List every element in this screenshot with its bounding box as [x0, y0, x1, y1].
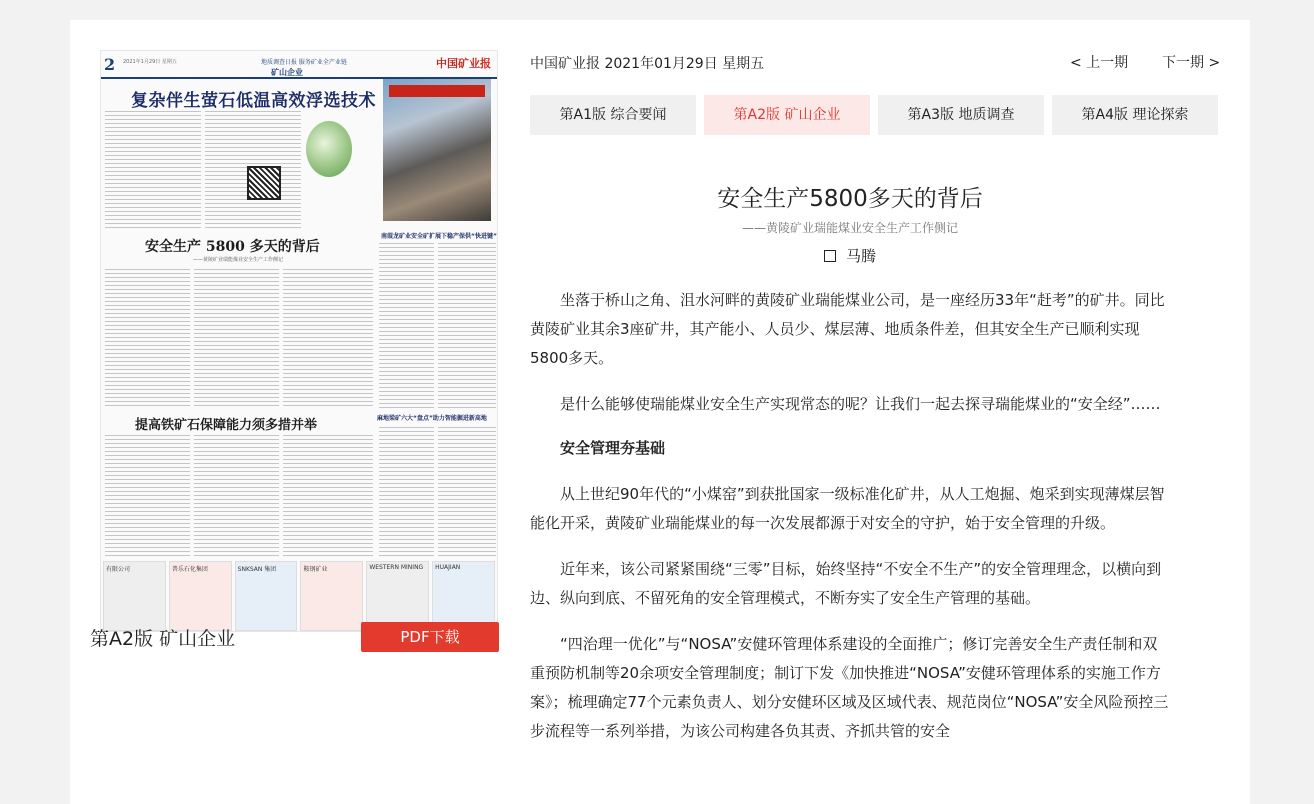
headline-production[interactable]: 南葭龙矿业安全矿扩展下稳产保供“快进键”: [381, 233, 497, 240]
tab-a3[interactable]: 第A3版 地质调查: [878, 95, 1044, 135]
headline-safety[interactable]: 安全生产 5800 多天的背后: [145, 239, 320, 255]
article-paragraph: 坐落于桥山之角、沮水河畔的黄陵矿业瑞能煤业公司，是一座经历33年“赶考”的矿井。同比黄陵矿业其余3座矿井，其产能小、人员少、煤层薄、地质条件差，但其安全生产已顺利实现5800多天。: [530, 291, 1165, 367]
author-name: 马腾: [845, 247, 876, 265]
tab-a4[interactable]: 第A4版 理论探索: [1052, 95, 1218, 135]
article-paragraph: 近年来，该公司紧紧围绕“三零”目标，始终坚持“不安全不生产”的安全管理理念，以横向到边、纵向到底、不留死角的安全管理模式，不断夯实了安全生产管理的基础。: [530, 560, 1162, 607]
page-header-slogan: 地质调查日报 服务矿业全产业链: [261, 59, 347, 66]
text-column: [105, 269, 190, 409]
headline-iron-ore[interactable]: 提高铁矿石保障能力须多措并举: [135, 418, 318, 433]
page-section-name: 矿山企业: [271, 68, 303, 77]
text-column: [379, 243, 434, 408]
page-date: 2021年1月29日 星期五: [123, 59, 177, 65]
text-column: [283, 435, 373, 557]
tab-a1[interactable]: 第A1版 综合要闻: [530, 95, 696, 135]
tab-a2[interactable]: 第A2版 矿山企业: [704, 95, 870, 135]
text-column: [194, 435, 279, 557]
pdf-download-button[interactable]: PDF下载: [361, 622, 499, 652]
text-column: [105, 435, 190, 557]
text-column: [379, 427, 434, 557]
previous-issue-link[interactable]: < 上一期: [1070, 55, 1129, 71]
lightbulb-illustration: [306, 121, 352, 177]
newspaper-logo: 中国矿业报: [436, 57, 491, 70]
ad-slot: HUAJIAN: [432, 561, 495, 631]
text-column: [283, 269, 373, 409]
qr-code-image: [247, 166, 281, 200]
photo-banner: [389, 85, 485, 97]
text-column: [438, 243, 496, 408]
ad-slot: 普乐石化集团: [169, 561, 232, 631]
article-subtitle: ——黄陵矿业瑞能煤业安全生产工作侧记: [741, 221, 958, 235]
next-issue-link[interactable]: 下一期 >: [1162, 55, 1221, 71]
author-box-icon: [824, 250, 836, 262]
text-column: [438, 427, 496, 557]
issue-date: 中国矿业报 2021年01月29日 星期五: [530, 56, 765, 72]
ad-slot: 有限公司: [103, 561, 166, 631]
headline-safety-subtitle: ——黄陵矿业瑞能煤业安全生产工作侧记: [193, 257, 284, 263]
ad-slot: 鞍钢矿业: [300, 561, 363, 631]
edition-label: 第A2版 矿山企业: [90, 628, 236, 650]
headline-intelligent[interactable]: 麻地梁矿六大“盘点”助力智能掘进新高地: [377, 415, 487, 422]
ad-slot: SNKSAN 集团: [235, 561, 298, 631]
text-column: [105, 111, 201, 229]
mine-photo: [383, 79, 491, 221]
article-section-heading: 安全管理夯基础: [560, 439, 666, 457]
ad-slot: WESTERN MINING: [366, 561, 429, 631]
page-number: 2: [104, 55, 116, 74]
edition-tabs: [530, 95, 1218, 135]
article-title: 安全生产5800多天的背后: [717, 186, 983, 212]
article-body: [530, 175, 1170, 804]
content-card: [70, 20, 1250, 804]
article-paragraph: 从上世纪90年代的“小煤窑”到获批国家一级标准化矿井，从人工炮掘、炮采到实现薄煤层智能化开采，黄陵矿业瑞能煤业的每一次发展都源于对安全的守护，始于安全管理的升级。: [530, 485, 1165, 532]
article-paragraph: “四治理一优化”与“NOSA”安健环管理体系建设的全面推广；修订完善安全生产责任制和双重预防机制等20余项安全管理制度；制订下发《加快推进“NOSA”安健环管理体系的实施工作方案》；梳理确定77个元素负责人、划分安健环区域及区域代表、规范岗位“NOSA”安全风险预控三步流程等一系列举措，为该公司构建各负其责、齐抓共管的安全: [530, 635, 1169, 740]
advertisement-bar: [101, 561, 497, 631]
text-column: [194, 269, 279, 409]
headline-fluorite[interactable]: 复杂伴生萤石低温高效浮选技术: [131, 91, 376, 111]
article-paragraph: 是什么能够使瑞能煤业安全生产实现常态的呢？让我们一起去探寻瑞能煤业的“安全经”……: [560, 395, 1161, 413]
article-author: [530, 245, 1170, 266]
newspaper-page-thumbnail[interactable]: [100, 50, 498, 632]
